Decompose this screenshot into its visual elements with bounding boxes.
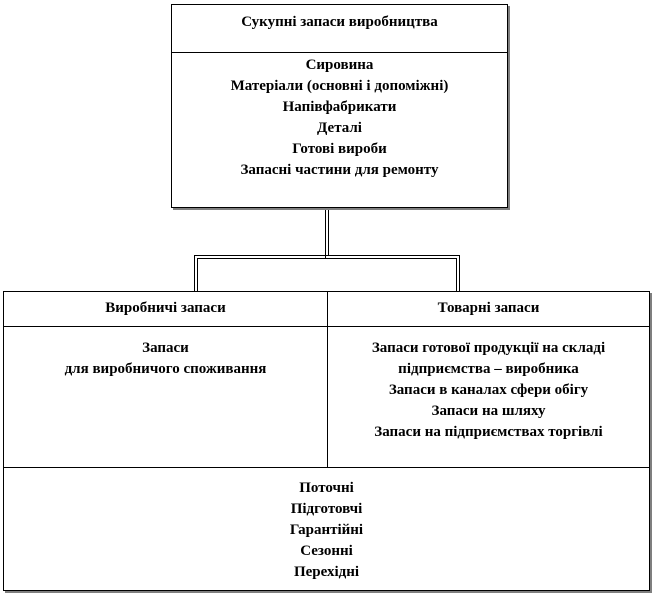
list-item: Запаси в каналах сфери обігу xyxy=(388,382,589,398)
connector-branch-inner xyxy=(198,259,457,293)
list-item: Сезонні xyxy=(300,543,353,559)
production-stocks-body xyxy=(4,338,327,380)
list-item: Запаси готової продукції на складі xyxy=(371,340,606,356)
list-item: підприємства – виробника xyxy=(398,361,579,377)
production-stocks-title: Виробничі запаси xyxy=(105,300,226,316)
total-stocks-divider xyxy=(172,52,507,53)
stock-purpose-list xyxy=(4,478,649,583)
total-stocks-list xyxy=(172,55,507,181)
total-stocks-box xyxy=(171,4,508,208)
list-item: Перехідні xyxy=(293,564,360,580)
list-item: Сировина xyxy=(305,57,374,73)
production-body-line: для виробничого споживання xyxy=(64,361,267,377)
list-item: Запасні частини для ремонту xyxy=(240,162,439,178)
production-body-line: Запаси xyxy=(142,340,189,356)
total-stocks-title: Сукупні запаси виробництва xyxy=(241,14,438,30)
list-item: Напівфабрикати xyxy=(282,99,397,115)
list-item: Готові вироби xyxy=(292,141,387,157)
list-item: Запаси на підприємствах торгівлі xyxy=(374,424,603,440)
connector-branch-outer xyxy=(195,256,460,293)
list-item: Гарантійні xyxy=(289,522,364,538)
bottom-section-divider xyxy=(4,467,649,468)
list-item: Матеріали (основні і допоміжні) xyxy=(230,78,449,94)
commodity-stocks-list xyxy=(328,338,649,443)
list-item: Запаси на шляху xyxy=(431,403,546,419)
list-item: Поточні xyxy=(299,480,354,496)
list-item: Деталі xyxy=(317,120,362,136)
commodity-stocks-title: Товарні запаси xyxy=(437,300,540,316)
list-item: Підготовчі xyxy=(290,501,363,517)
stock-types-box xyxy=(3,291,650,591)
